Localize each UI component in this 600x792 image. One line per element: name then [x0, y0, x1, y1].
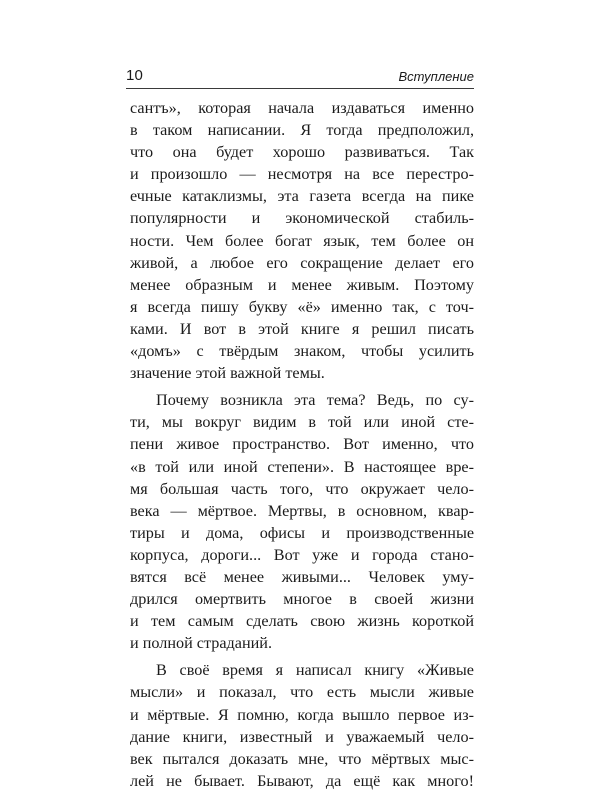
text-line: «домъ» с твёрдым знаком, чтобы усилить [130, 342, 474, 361]
text-line: «в той или иной степени». В настоящее вре- [130, 457, 474, 476]
text-line: и полной страданий. [130, 634, 272, 653]
text-line: и тем самым сделать свою жизнь короткой [130, 612, 474, 631]
paragraph-2 [130, 389, 474, 654]
text-line: тиры и дома, офисы и производственные [130, 523, 474, 542]
running-header [126, 62, 474, 84]
header-rule [126, 88, 474, 89]
body-text [130, 97, 474, 792]
text-line: века — мёртвое. Мертвы, в основном, квар- [130, 501, 474, 520]
page-number: 10 [126, 67, 144, 84]
text-line: сантъ», которая начала издаваться именно [130, 99, 474, 117]
text-line: В своё время я написал книгу «Живые [156, 661, 474, 680]
text-line: Почему возникла эта тема? Ведь, по су- [156, 391, 474, 410]
text-line: корпуса, дороги... Вот уже и города стано- [130, 545, 474, 564]
text-line: живой, а любое его сокращение делает его [130, 253, 474, 272]
paragraph-3 [130, 659, 474, 792]
text-line: пени живое пространство. Вот именно, что [130, 435, 474, 454]
text-line: ечные катаклизмы, эта газета всегда на пике [130, 187, 474, 206]
text-line: дрился омертвить многое в своей жизни [130, 590, 474, 609]
text-line: ти, мы вокруг видим в той или иной сте- [130, 413, 474, 432]
text-line: ности. Чем более богат язык, тем более он [130, 231, 474, 250]
text-line: вятся всё менее живыми... Человек уму- [130, 567, 474, 586]
section-title: Вступление [398, 69, 474, 84]
text-line: популярности и экономической стабиль- [130, 209, 474, 228]
text-line: что она будет хорошо развиваться. Так [130, 143, 474, 162]
paragraph-1 [130, 97, 474, 384]
text-line: и произошло — несмотря на все перестро- [130, 165, 474, 184]
text-line: мя большая часть того, что окружает чело- [130, 479, 474, 498]
text-line: в таком написании. Я тогда предположил, [130, 121, 474, 140]
text-line: век пытался доказать мне, что мёртвых мыс- [130, 749, 474, 768]
text-line: лей не бывает. Бывают, да ещё как много! [130, 771, 474, 790]
text-line: значение этой важной темы. [130, 364, 325, 383]
text-line: и мёртвые. Я помню, когда вышло первое из- [130, 705, 474, 724]
text-line: дание книги, известный и уважаемый чело- [130, 727, 474, 746]
text-line: мысли» и показал, что есть мысли живые [130, 683, 474, 702]
text-line: я всегда пишу букву «ё» именно так, с точ- [130, 297, 474, 316]
text-line: ками. И вот в этой книге я решил писать [130, 319, 474, 338]
text-line: менее образным и менее живым. Поэтому [130, 275, 474, 294]
